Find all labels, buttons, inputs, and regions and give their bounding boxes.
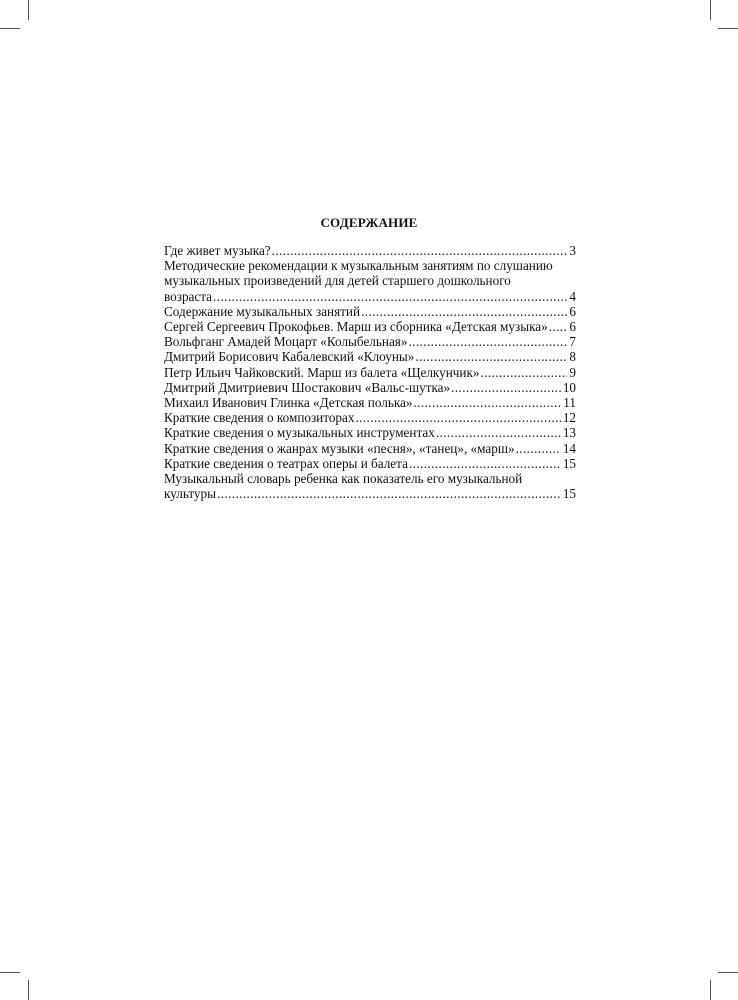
toc-entry-line bbox=[164, 410, 576, 425]
toc-entry-label: Содержание музыкальных занятий bbox=[164, 303, 361, 319]
toc-entry[interactable] bbox=[164, 304, 576, 319]
toc-entry-line bbox=[164, 304, 576, 319]
toc-leader-dots bbox=[516, 441, 561, 456]
page-title: СОДЕРЖАНИЕ bbox=[320, 215, 418, 230]
toc-entry-line bbox=[164, 334, 576, 349]
toc-entry-line bbox=[164, 486, 576, 501]
toc-entry[interactable] bbox=[164, 471, 576, 501]
toc-entry-line bbox=[164, 289, 576, 304]
toc-leader-dots bbox=[549, 319, 568, 334]
toc-page-number: 15 bbox=[562, 486, 576, 502]
crop-mark-bottom-right-horizontal bbox=[718, 972, 738, 973]
toc-leader-dots bbox=[408, 334, 567, 349]
toc-entry-line bbox=[164, 349, 576, 364]
toc-entry-label: Вольфганг Амадей Моцарт «Колыбельная» bbox=[164, 334, 408, 350]
toc-entry[interactable] bbox=[164, 258, 576, 304]
toc-entry[interactable] bbox=[164, 243, 576, 258]
toc-entry-line bbox=[164, 425, 576, 440]
toc-page-number: 6 bbox=[569, 319, 576, 335]
toc-entry-label: Сергей Сергеевич Прокофьев. Марш из сборника «Детская музыка» bbox=[164, 319, 548, 335]
crop-mark-bottom-left-vertical bbox=[28, 980, 29, 1000]
toc-entry-line bbox=[164, 365, 576, 380]
toc-entry[interactable] bbox=[164, 365, 576, 380]
crop-mark-top-right-vertical bbox=[710, 0, 711, 20]
crop-mark-top-right-horizontal bbox=[718, 28, 738, 29]
crop-mark-top-left-vertical bbox=[28, 0, 29, 20]
toc-entry-text-line: Музыкальный словарь ребенка как показатель его музыкальной bbox=[164, 471, 523, 487]
toc-entry[interactable] bbox=[164, 410, 576, 425]
toc-page-number: 6 bbox=[569, 303, 576, 319]
crop-mark-top-left-horizontal bbox=[0, 28, 20, 29]
toc-entry[interactable] bbox=[164, 349, 576, 364]
toc-entry[interactable] bbox=[164, 319, 576, 334]
toc-leader-dots bbox=[213, 289, 567, 304]
toc-page-number: 8 bbox=[569, 349, 576, 365]
toc-page-number: 4 bbox=[569, 288, 576, 304]
toc-entry[interactable] bbox=[164, 456, 576, 471]
toc-entry-label: Михаил Иванович Глинка «Детская полька» bbox=[164, 395, 413, 411]
toc-leader-dots bbox=[414, 395, 562, 410]
table-of-contents bbox=[164, 243, 576, 501]
toc-entry-line bbox=[164, 441, 576, 456]
toc-entry-label: Петр Ильич Чайковский. Марш из балета «Щелкунчик» bbox=[164, 364, 480, 380]
toc-entry-label: культуры bbox=[164, 486, 216, 502]
toc-leader-dots bbox=[451, 380, 561, 395]
toc-page-number: 10 bbox=[562, 379, 576, 395]
crop-mark-bottom-right-vertical bbox=[710, 980, 711, 1000]
toc-entry-label: Краткие сведения о музыкальных инструментах bbox=[164, 425, 435, 441]
toc-entry-label: Краткие сведения о композиторах bbox=[164, 410, 355, 426]
toc-entry-label: Дмитрий Борисович Кабалевский «Клоуны» bbox=[164, 349, 415, 365]
toc-entry-line bbox=[164, 380, 576, 395]
toc-leader-dots bbox=[272, 243, 568, 258]
toc-page-number: 13 bbox=[562, 425, 576, 441]
toc-leader-dots bbox=[409, 456, 561, 471]
toc-page-number: 3 bbox=[569, 243, 576, 258]
toc-entry-label: Где живет музыка? bbox=[164, 243, 271, 258]
toc-entry-line bbox=[164, 456, 576, 471]
toc-page-number: 9 bbox=[569, 364, 576, 380]
toc-entry-line bbox=[164, 243, 576, 258]
toc-page-number: 15 bbox=[562, 455, 576, 471]
toc-leader-dots bbox=[217, 486, 561, 501]
toc-page-number: 14 bbox=[562, 440, 576, 456]
toc-entry-line bbox=[164, 319, 576, 334]
toc-page-number: 11 bbox=[563, 395, 576, 411]
toc-leader-dots bbox=[415, 349, 567, 364]
toc-entry-label: Краткие сведения о жанрах музыки «песня», «танец», «марш» bbox=[164, 440, 515, 456]
toc-entry[interactable] bbox=[164, 441, 576, 456]
toc-page-number: 7 bbox=[569, 334, 576, 350]
toc-leader-dots bbox=[361, 304, 567, 319]
toc-entry-text-line: музыкальных произведений для детей старшего дошкольного bbox=[164, 273, 511, 289]
toc-entry-line bbox=[164, 395, 576, 410]
toc-entry[interactable] bbox=[164, 334, 576, 349]
toc-leader-dots bbox=[436, 425, 561, 440]
toc-entry-label: Дмитрий Дмитриевич Шостакович «Вальс-шутка» bbox=[164, 379, 451, 395]
toc-entry[interactable] bbox=[164, 380, 576, 395]
toc-entry-text-line: Методические рекомендации к музыкальным занятиям по слушанию bbox=[164, 258, 553, 274]
toc-leader-dots bbox=[355, 410, 560, 425]
toc-entry[interactable] bbox=[164, 395, 576, 410]
toc-entry-label: Краткие сведения о театрах оперы и балета bbox=[164, 455, 408, 471]
toc-entry[interactable] bbox=[164, 425, 576, 440]
toc-page-number: 12 bbox=[562, 410, 576, 426]
crop-mark-bottom-left-horizontal bbox=[0, 972, 20, 973]
toc-leader-dots bbox=[481, 365, 568, 380]
toc-entry-label: возраста bbox=[164, 288, 213, 304]
